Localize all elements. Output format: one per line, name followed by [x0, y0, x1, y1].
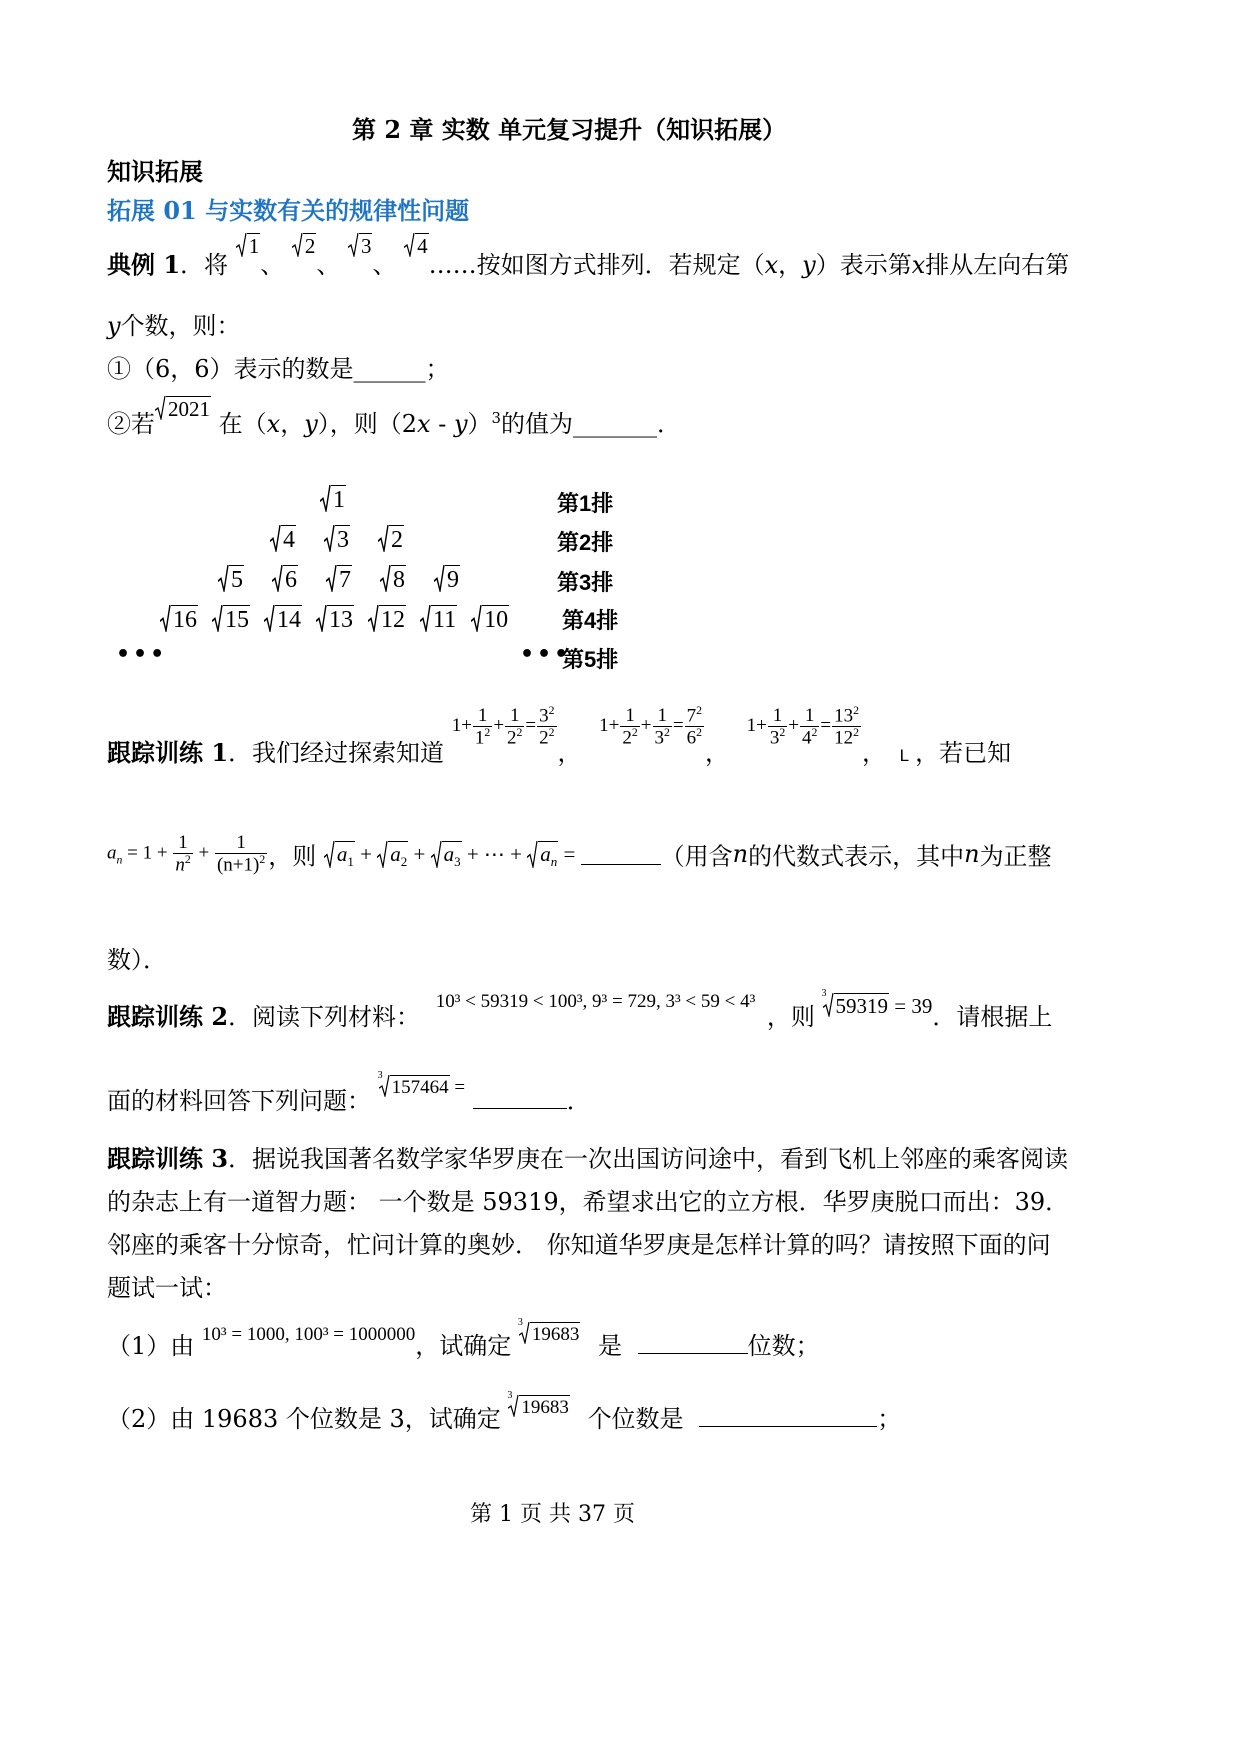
fig-sqrt: 1: [320, 485, 346, 512]
text: （1）由: [107, 1332, 195, 1360]
text: ，则: [268, 842, 317, 871]
fig-sqrt: 5: [218, 565, 244, 592]
exponent: 3: [491, 409, 501, 427]
sqrt-2: 2: [292, 233, 317, 257]
figure-dots-right: •••: [520, 642, 572, 667]
fig-sqrt: 14: [264, 605, 302, 632]
fig-sqrt: 15: [212, 605, 250, 632]
var-n: n: [732, 840, 749, 869]
text: （2）由 19683 个位数是 3，试确定: [107, 1405, 501, 1433]
figure-row-1: [320, 485, 346, 514]
text: ．请根据上: [932, 1003, 1053, 1031]
row-label-4: 第4排: [562, 608, 619, 633]
fig-sqrt: 16: [160, 605, 198, 632]
cube-root-157464: 3 157464 =: [377, 1070, 466, 1098]
example1-label: 典例 1: [107, 250, 181, 279]
sqrt-1: 1: [236, 233, 261, 257]
text: ②若: [107, 410, 155, 438]
answer-blank[interactable]: [638, 1333, 748, 1354]
page-footer: 第 1 页 共 37 页: [470, 1502, 635, 1527]
training3-line1: [107, 1139, 1068, 1174]
text: ，: [778, 251, 803, 279]
text: ），则（2: [317, 410, 418, 438]
text: 的值为_______．: [500, 410, 681, 438]
sqrt-3: 3: [348, 233, 373, 257]
text: ，则: [766, 1003, 815, 1031]
var-x: x: [417, 410, 431, 438]
training3-line2: 的杂志上有一道智力题： 一个数是 59319，希望求出它的立方根．华罗庚脱口而出：39．: [107, 1188, 1070, 1216]
var-x: x: [266, 410, 281, 438]
text: 按如图方式排列．若规定（: [476, 251, 765, 279]
text: 为正整: [979, 842, 1052, 871]
var-y: y: [802, 251, 816, 279]
training1-line3: 数）．: [107, 946, 167, 974]
fig-sqrt: 4: [270, 525, 296, 552]
example1-q1: ①（6，6）表示的数是______；: [107, 355, 450, 383]
row-label-1: 第1排: [557, 491, 614, 516]
section-heading: 知识拓展: [107, 157, 203, 186]
text: ）表示第: [815, 251, 912, 279]
text: ，若已知: [915, 739, 1012, 767]
sep: 、: [316, 251, 341, 279]
var-y: y: [107, 312, 121, 340]
training2-line1: [107, 988, 1053, 1032]
answer-blank[interactable]: [699, 1406, 877, 1427]
text: 在（: [218, 410, 267, 438]
subsection-heading: 拓展 01 与实数有关的规律性问题: [107, 196, 470, 225]
text: ，: [557, 739, 582, 767]
an-definition: $a_n = 1$ + $\frac{1}{n^2}$ + $\frac{1}{(n+1)^2}$: [107, 832, 266, 876]
var-n: n: [964, 840, 980, 869]
text: ；: [877, 1405, 902, 1433]
fig-sqrt: 13: [316, 605, 354, 632]
training3-line4: 题试一试：: [107, 1274, 227, 1302]
fig-sqrt: 3: [324, 525, 350, 552]
text: ．阅读下列材料：: [228, 1003, 421, 1031]
training1-label: 跟踪训练 1: [107, 738, 229, 767]
ldots: L: [899, 746, 910, 765]
text: ）: [467, 410, 492, 438]
text: -: [430, 410, 454, 438]
training3-label: 跟踪训练 3: [107, 1144, 229, 1173]
sqrt-4: 4: [404, 233, 429, 257]
var-y: y: [304, 410, 318, 438]
fig-sqrt: 2: [378, 525, 404, 552]
sep: 、: [372, 251, 397, 279]
fig-sqrt: 9: [434, 565, 460, 592]
text: 排从左向右第: [925, 251, 1070, 279]
example1-line1: [107, 234, 1070, 280]
sqrt-2021: 2021: [155, 396, 211, 420]
training1-line2: [107, 833, 1052, 875]
text: ．据说我国著名数学家华罗庚在一次出国访问途中，看到飞机上邻座的乘客阅读: [228, 1145, 1069, 1173]
formula-cubes: 10³ = 1000, 100³ = 1000000: [201, 1324, 416, 1345]
var-x: x: [764, 251, 779, 279]
text: 位数；: [747, 1332, 820, 1360]
fig-sqrt: 7: [326, 565, 352, 592]
training2-line2: [107, 1070, 591, 1116]
fig-sqrt: 11: [420, 605, 457, 632]
fig-sqrt: 6: [272, 565, 298, 592]
row-label-5: 第5排: [562, 647, 619, 672]
text: ，: [861, 739, 886, 767]
text: 面的材料回答下列问题：: [107, 1087, 371, 1115]
cube-root-19683: 3 19683: [507, 1390, 569, 1418]
text: （用含: [660, 842, 733, 871]
page-title: 第 2 章 实数 单元复习提升（知识拓展）: [352, 115, 787, 144]
text: 个位数是: [587, 1405, 684, 1433]
text: 是: [598, 1332, 623, 1360]
identity-2: 1+ $\frac{1}{2^2}$ + $\frac{1}{3^2}$ = $\frac{7^2}{6^2}$: [599, 704, 702, 749]
training1-line1: [107, 704, 1012, 767]
text: 的代数式表示，其中: [748, 842, 965, 871]
ellipsis: ……: [428, 251, 477, 279]
figure-row-3: [218, 565, 460, 594]
answer-blank[interactable]: [473, 1088, 567, 1109]
text: ，试确定: [415, 1332, 512, 1360]
example1-prefix: ．将: [180, 251, 229, 279]
cube-root-19683: 3 19683: [517, 1317, 580, 1345]
sqrt-sum: $a_1$ + $a_2$ + $a_3$ + ⋯ + $a_n$ =: [324, 842, 581, 866]
figure-row-2: [270, 525, 404, 554]
row-label-3: 第3排: [557, 570, 614, 595]
training3-q1: [107, 1317, 820, 1361]
text: 个数，则：: [120, 312, 241, 340]
answer-blank[interactable]: [581, 844, 661, 865]
figure-dots-left: •••: [116, 642, 168, 667]
identity-1: 1+ $\frac{1}{1^2}$ + $\frac{1}{2^2}$ = $\frac{3^2}{2^2}$: [451, 704, 555, 749]
var-x: x: [911, 251, 926, 279]
example1-line2: [107, 306, 241, 341]
training3-line3: 邻座的乘客十分惊奇，忙问计算的奥妙． 你知道华罗庚是怎样计算的吗？请按照下面的问: [107, 1231, 1051, 1259]
var-y: y: [453, 410, 468, 438]
example1-q2: [107, 397, 681, 439]
row-label-2: 第2排: [557, 530, 614, 555]
cube-root-59319: 3 59319 = 39: [821, 988, 933, 1018]
figure-row-4: [160, 605, 509, 634]
text: ，: [280, 410, 305, 438]
sep: 、: [260, 251, 285, 279]
identity-3: 1+ $\frac{1}{3^2}$ + $\frac{1}{4^2}$ = $\frac{13^2}{12^2}$: [746, 704, 859, 749]
fig-sqrt: 12: [368, 605, 406, 632]
text: ．我们经过探索知道: [228, 739, 445, 767]
text: ，: [705, 739, 729, 767]
fig-sqrt: 8: [380, 565, 406, 592]
training2-label: 跟踪训练 2: [107, 1002, 229, 1031]
text: ．: [566, 1087, 591, 1115]
fig-sqrt: 10: [471, 605, 509, 632]
material-formula: 10³ < 59319 < 100³, 9³ = 729, 3³ < 59 < 4³: [435, 991, 756, 1012]
training3-q2: [107, 1390, 902, 1434]
